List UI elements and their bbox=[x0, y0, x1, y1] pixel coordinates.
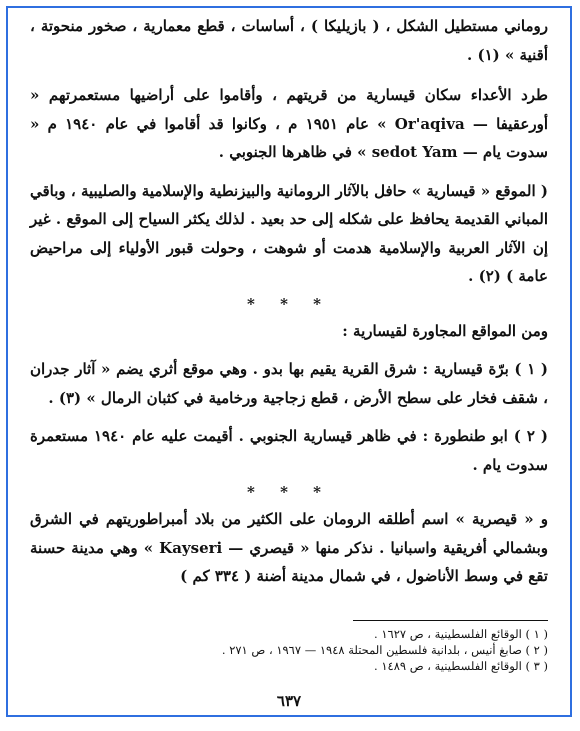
section-separator-2: * * * bbox=[247, 483, 331, 501]
section-separator-1: * * * bbox=[247, 294, 331, 313]
page-number: ٦٣٧ bbox=[276, 692, 302, 710]
footnote-3: ( ٣ ) الوقائع الفلسطينية ، ص ١٤٨٩ . bbox=[374, 659, 548, 673]
paragraph-5-heading: ( ١ ) برّة قيسارية : bbox=[422, 360, 549, 378]
footnote-2: ( ٢ ) صابغ أنيس ، بلدانية فلسطين المحتلة ١٩٤٨ — ١٩٦٧ ، ص ٢٧١ . bbox=[221, 643, 548, 657]
footnote-1: ( ١ ) الوقائع الفلسطينية ، ص ١٦٢٧ . bbox=[374, 627, 548, 641]
document-page bbox=[6, 6, 572, 717]
paragraph-3: ( الموقع « قيسارية » حافل بالآثار الرومانية والبيزنطية والإسلامية والصليبية ، وباقي المباني القديمة يحافظ على شكله إلى حد بعيد . لذلك يكثر السياح إلى الموقع . غير إن الآثار العربية والإسلامية هدمت أو شوهت ، وحولت قبور الأولياء إلى مراحيض عامة ) (٢) . bbox=[30, 181, 548, 285]
paragraph-1: روماني مستطيل الشكل ، ( بازيليكا ) ، أساسات ، قطع معمارية ، صخور منحوتة ، أقنية » (١) . bbox=[30, 17, 548, 64]
paragraph-6-body: في ظاهر قيسارية الجنوبي . أقيمت عليه عام ١٩٤٠ مستعمرة سدوت يام . bbox=[30, 427, 548, 474]
paragraph-2: طرد الأعداء سكان قيسارية من قريتهم ، وأقاموا على أراضيها مستعمرتهم « أورعقيفا — Or'aqiva » عام ١٩٥١ م ، وكانوا قد أقاموا في عام ١٩٤٠ م « سدوت يام — sedot Yam » في ظاهرها الجنوبي . bbox=[30, 86, 548, 161]
paragraph-7: و « قيصرية » اسم أطلقه الرومان على الكثير من بلاد أمبراطوريتهم في الشرق وبشمالي أفريقية واسبانيا . نذكر منها « قيصري — Kayseri » وهي مدينة حسنة تقع في وسط الأناضول ، في شمال مدينة أضنة ( ٣٣٤ كم ) bbox=[30, 510, 548, 585]
paragraph-4: ومن المواقع المجاورة لقيسارية : bbox=[342, 321, 548, 340]
paragraph-5-body: شرق القرية يقيم بها بدو . وهي موقع أثري يضم « آثار جدران ، شقف فخار على سطح الأرض ، قطع زجاجية ورخامية في كثبان الرمال » (٣) . bbox=[30, 360, 548, 407]
body-text bbox=[30, 12, 548, 591]
footnote-divider bbox=[353, 620, 548, 621]
footnotes bbox=[128, 626, 548, 674]
paragraph-5 bbox=[30, 355, 548, 412]
paragraph-6-heading: ( ٢ ) ابو طنطورة : bbox=[422, 427, 548, 445]
paragraph-6 bbox=[30, 422, 548, 479]
